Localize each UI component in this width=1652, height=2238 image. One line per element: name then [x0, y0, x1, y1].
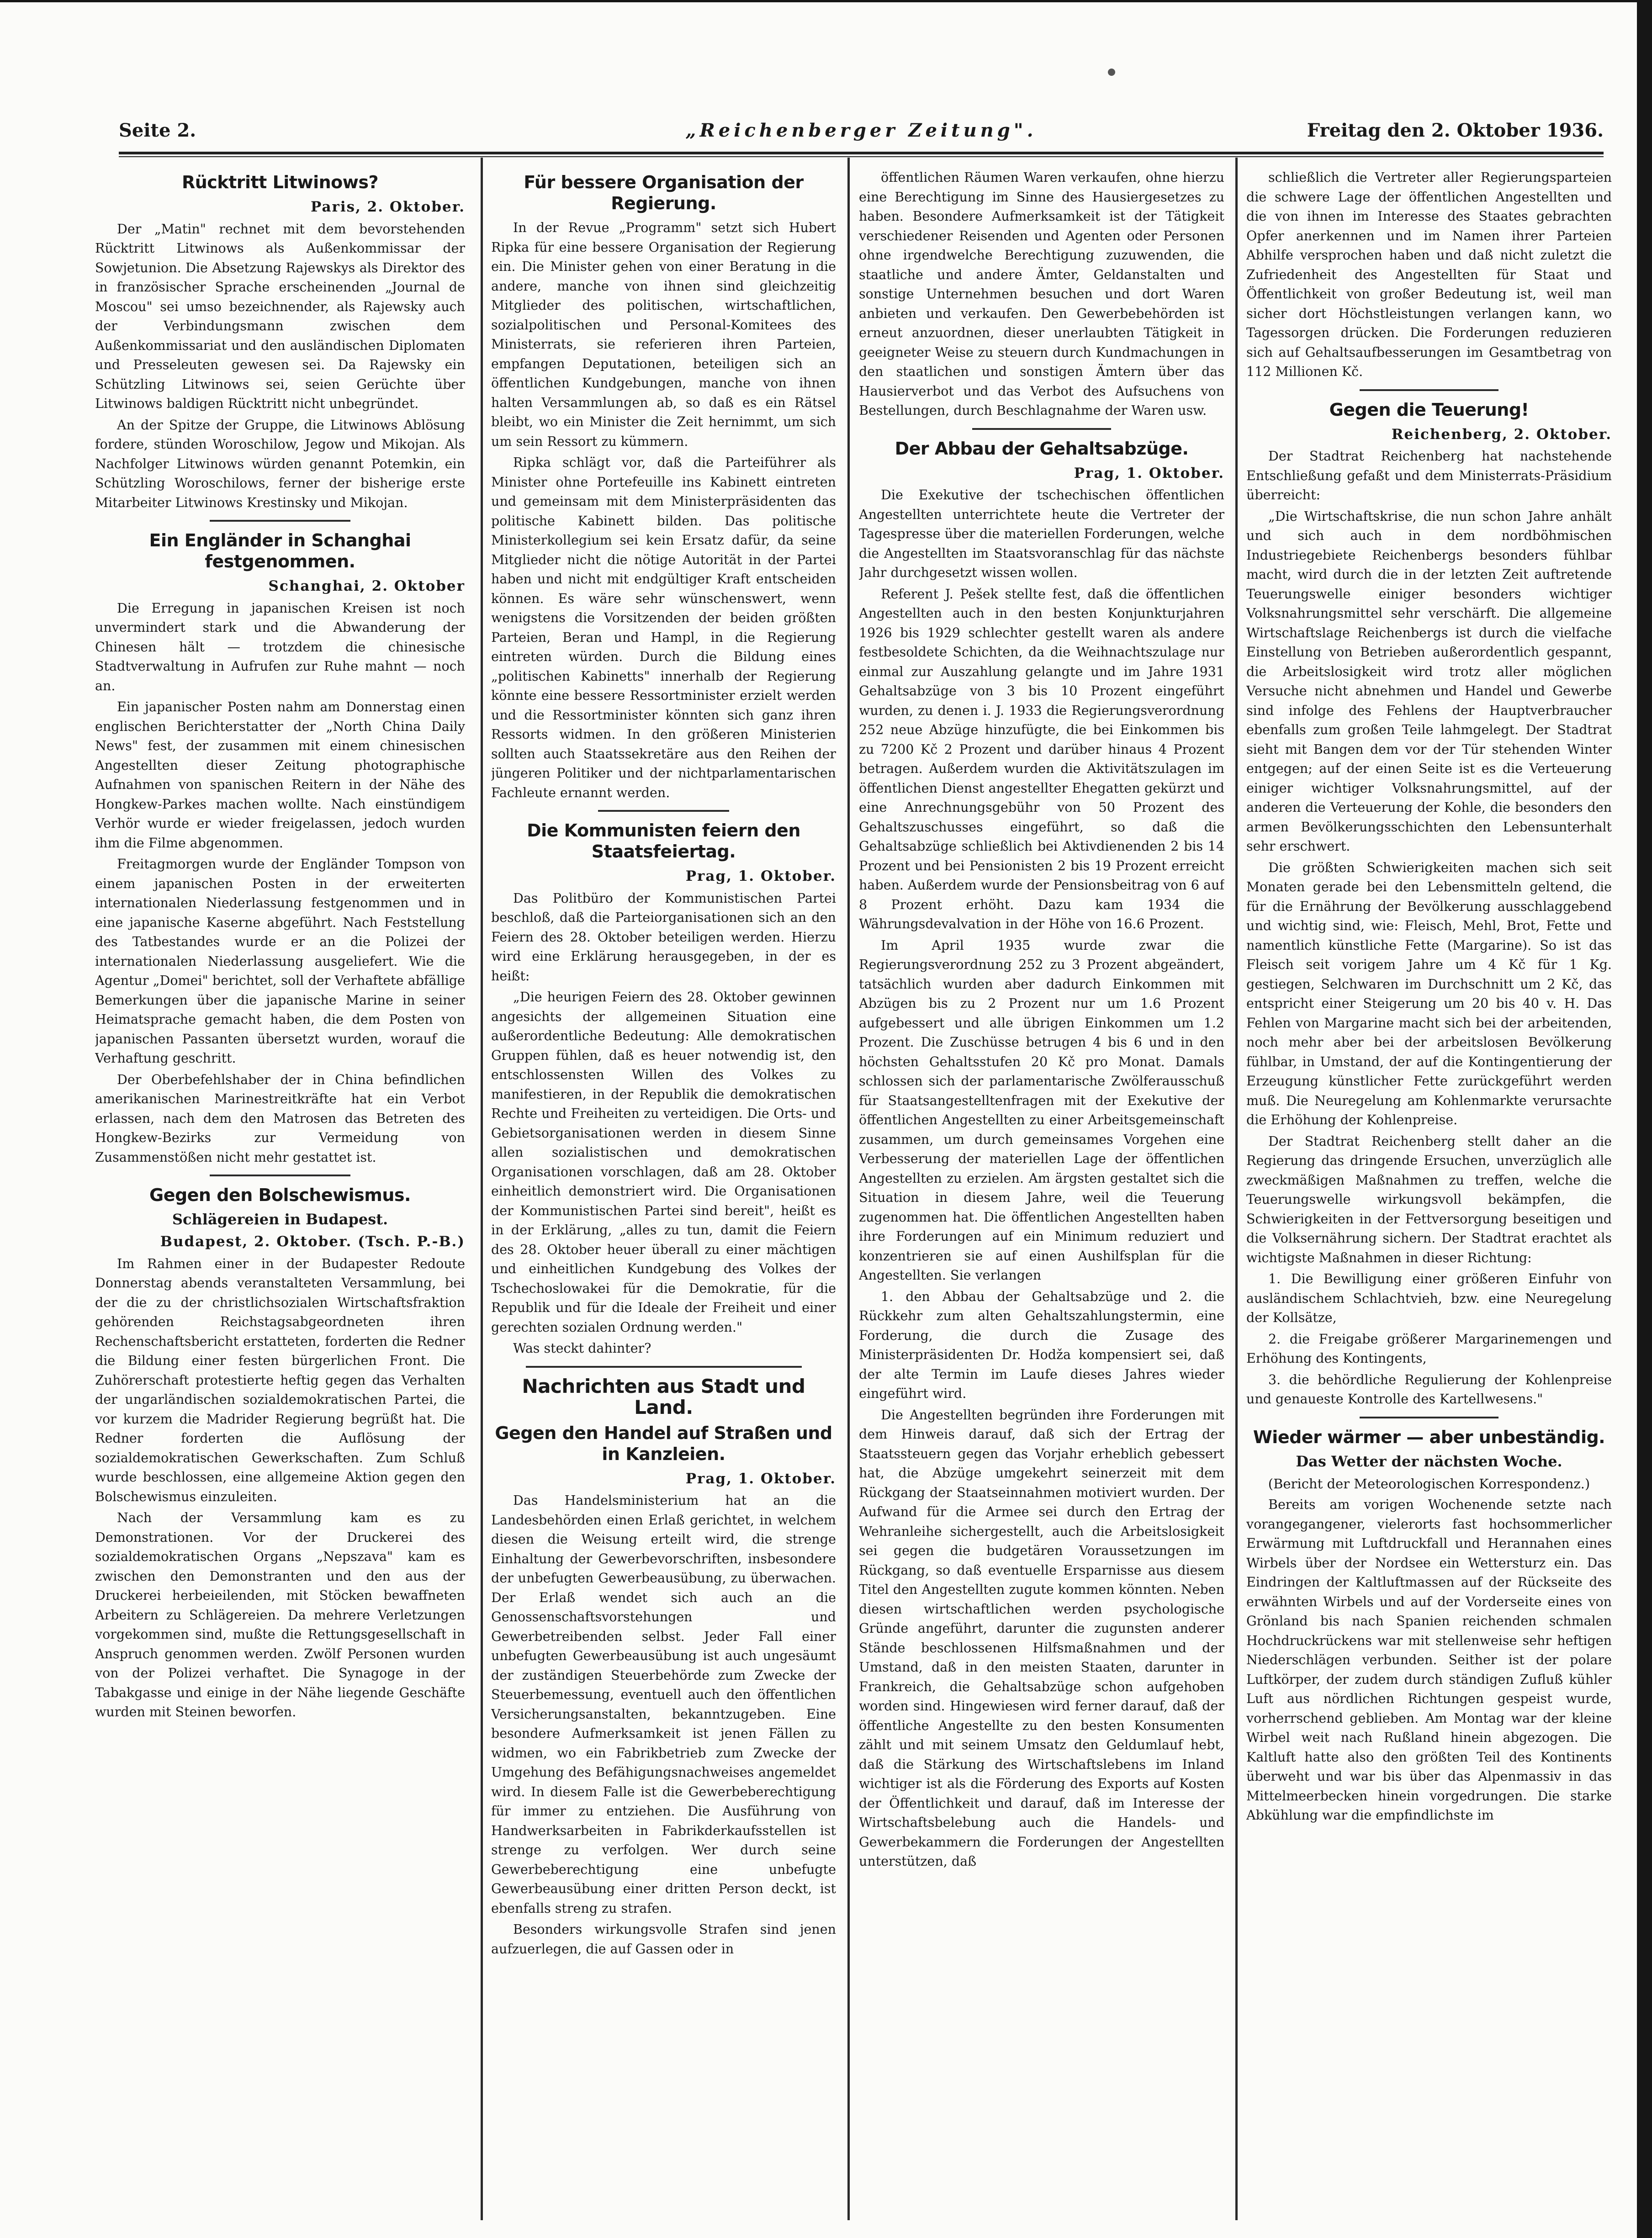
- headline-organisation: Für bessere Organisation der Regierung.: [524, 172, 804, 213]
- column-rule: [1235, 158, 1238, 2220]
- issue-date: Freitag den 2. Oktober 1936.: [1307, 120, 1604, 141]
- header-rule-thin: [119, 156, 1604, 157]
- paragraph: schließlich die Vertreter aller Regierungsparteien die schwere Lage der öffentlichen Angestellten und die von ihnen im Interesse des Staates gebrachten Opfer anerkennen und im Namen ihrer Parteien Abhilfe versprochen haben und daß nicht zuletzt die Zufriedenheit des Angestellten für Staat und Öffentlichkeit von großer Bedeutung ist, weil man sicher dort Höchstleistungen verlangen kann, wo Tagessorgen drücken. Die Forderungen reduzieren sich auf Gehaltsaufbesserungen im Gesamtbetrag von 112 Millionen Kč.: [1246, 170, 1612, 379]
- paragraph: Die größten Schwierigkeiten machen sich seit Monaten gerade bei den Lebensmitteln geltend, die für die Ernährung der Bevölkerung ausschlaggebend und wichtig sind, wie: Fleisch, Mehl, Brot, Fette und namentlich künstliche Fette (Margarine). So ist das Fleisch seit vorigem Jahre um 4 Kč für 1 Kg. gestiegen, Selchwaren im Durchschnitt um 2 Kč, das entspricht einer Steigerung um 20 bis 40 v. H. Das Fehlen von Margarine macht sich bei der arbeitenden, noch mehr aber bei der arbeitslosen Bevölkerung fühlbar, in Umstand, der auf die Kontingentierung der Erzeugung künstlicher Fette zurückgeführt werden muß. Die Neuregelung am Kohlenmarkte verursachte die Erhöhung der Kohlenpreise.: [1246, 860, 1612, 1127]
- paragraph: Nach der Versammlung kam es zu Demonstrationen. Vor der Druckerei des sozialdemokratischen Organs „Nepszava" kam es zwischen den Demonstranten und den aus der Druckerei herbeieilenden, mit Stöcken bewaffneten Arbeitern zu Schlägereien. Da mehrere Verletzungen vorgekommen sind, mußte die Rettungsgesellschaft in Anspruch genommen werden. Zwölf Personen wurden von der Polizei verhaftet. Die Synagoge in der Tabakgasse und einige in der Nähe liegende Geschäfte wurden mit Steinen beworfen.: [95, 1510, 465, 1720]
- page-edge-right: [1637, 0, 1652, 2238]
- column-rule: [481, 158, 483, 2220]
- list-item: 3. die behördliche Regulierung der Kohlenpreise und genaueste Kontrolle des Kartellwesens.": [1246, 1372, 1612, 1407]
- column-1: [95, 168, 465, 2215]
- paragraph: Bereits am vorigen Wochenende setzte nach vorangegangener, vielerorts fast hochsommerlicher Erwärmung mit Luftdruckfall und Herannahen eines Wirbels über der Nordsee ein Wettersturz ein. Das Eindringen der Kaltluftmassen auf der Rückseite des erwähnten Wirbels und auf der Vorderseite eines von Grönland bis nach Spanien reichenden schmalen Hochdruckrückens war mit stellenweise sehr heftigen Niederschlägen verbunden. Seither ist der polare Luftkörper, der zudem durch ständigen Zufluß kühler Luft aus nördlichen Richtungen gespeist wurde, vorherrschend geblieben. Am Montag war der kleine Wirbel weit nach Rußland hinein abgezogen. Die Kaltluft hatte also den größten Teil des Kontinents überweht und war bis über das Alpenmassiv in das Mittelmeerbecken hinein vorgedrungen. Die starke Abkühlung war die empfindlichste im: [1246, 1497, 1612, 1823]
- paragraph: „Die heurigen Feiern des 28. Oktober gewinnen angesichts der allgemeinen Situation eine außerordentliche Bedeutung: Alle demokratischen Gruppen fühlen, daß es heuer notwendig ist, den entschlossensten Willen des Volkes zu manifestieren, in der Republik die demokratischen Rechte und Freiheiten zu verteidigen. Die Orts- und Gebietsorganisationen werden in diesem Sinne allen sozialistischen und demokratischen Organisationen vorschlagen, daß am 28. Oktober einheitlich demonstriert wird. Die Organisationen der Kommunistischen Partei sind bereit", heißt es in der Erklärung, „alles zu tun, damit die Feiern des 28. Oktober heuer überall zu einer mächtigen und einheitlichen Kundgebung des Volkes der Tschechoslowakei für die Demokratie, für die Republik und für die Ideale der Freiheit und einer gerechten sozialen Ordnung werden.": [491, 989, 836, 1335]
- column-3: [859, 168, 1224, 2215]
- page-number: Seite 2.: [119, 120, 196, 141]
- paragraph: Die Angestellten begründen ihre Forderungen mit dem Hinweis darauf, daß sich der Ertrag der Staatssteuern gegen das Vorjahr erheblich gebessert hat, die Abzüge umgekehrt seinerzeit mit dem Rückgang der Staatseinnahmen motiviert wurden. Der Aufwand für die Armee sei durch den Ertrag der Wehranleihe sichergestellt, auch die Arbeitslosigkeit sei gegen die budgetären Voraussetzungen im Rückgang, so daß eventuelle Ersparnisse aus diesem Titel den Angestellten zugute kommen könnten. Neben diesen wirtschaftlichen werden psychologische Gründe angeführt, darunter die zugunsten anderer Stände beschlossenen Hilfsmaßnahmen und der Umstand, daß in den meisten Staaten, darunter in Frankreich, die Gehaltsabzüge schon aufgehoben worden sind. Hingewiesen wird ferner darauf, daß der öffentliche Angestellte zu den besten Konsumenten zählt und mit seinem Umsatz den Geldumlauf hebt, daß die Stärkung des Wirtschaftslebens im Inland wichtiger ist als die Förderung des Exports auf Kosten der Öffentlichkeit und darauf, daß im Interesse der Wirtschaftsbelebung auch die Handels- und Gewerbekammern die Forderungen der Angestellten unterstützen, daß: [859, 1407, 1224, 1869]
- paragraph: öffentlichen Räumen Waren verkaufen, ohne hierzu eine Berechtigung im Sinne des Hausiergesetzes zu haben. Besondere Aufmerksamkeit ist der Tätigkeit verschiedener Reisenden und Agenten oder Personen ohne irgendwelche Berechtigung zuzuwenden, die staatliche und andere Ämter, Geldanstalten und sonstige Unternehmen besuchen und dort Waren anbieten und verkaufen. Den Gewerbebehörden ist erneut anzuordnen, dieser unerlaubten Tätigkeit in geeigneter Weise zu steuern durch Kundmachungen in den staatlichen und sonstigen Ämtern über das Hausierverbot und das Verbot des Aufsuchens von Bestellungen, durch Beschlagnahme der Waren usw.: [859, 170, 1224, 418]
- paragraph: Freitagmorgen wurde der Engländer Tompson von einem japanischen Posten in der erweiterten internationalen Niederlassung festgenommen und in eine japanische Kaserne abgeführt. Nach Feststellung des Tatbestandes wurde er an die Polizei der internationalen Niederlassung ausgeliefert. Wie die Agentur „Domei" berichtet, soll der Verhaftete abfällige Bemerkungen über die japanische Marine in seiner Heimatsprache gemacht haben, die dem Posten von japanischen Passanten übersetzt wurden, worauf die Verhaftung geschritt.: [95, 857, 465, 1066]
- dateline: Paris, 2. Oktober.: [310, 199, 465, 215]
- dateline: Prag, 1. Oktober.: [685, 868, 836, 884]
- paragraph: Die Exekutive der tschechischen öffentlichen Angestellten unterrichtete heute die Vertreter der Tagespresse über die materiellen Forderungen, welche die Angestellten im Staatsvoranschlag für das nächste Jahr durchgesetzt wissen wollen.: [859, 487, 1224, 580]
- dateline: Prag, 1. Oktober.: [1074, 465, 1224, 481]
- section-heading: Nachrichten aus Stadt und Land.: [522, 1375, 805, 1418]
- list-item: 1. Die Bewilligung einer größeren Einfuhr von ausländischem Schlachtvieh, bzw. eine Neuregelung der Kollsätze,: [1246, 1271, 1612, 1325]
- headline-kommunisten: Die Kommunisten feiern den Staatsfeiertag.: [527, 820, 800, 862]
- header-rule: [119, 152, 1604, 154]
- paragraph: Der „Matin" rechnet mit dem bevorstehenden Rücktritt Litwinows als Außenkommissar der Sowjetunion. Die Absetzung Rajewskys als Direktor des in französischer Sprache erscheinenden „Journal de Moscou" sei umso bezeichnender, als Rajewsky auch der Verbindungsmann zwischen dem Außenkommissariat und den ausländischen Diplomaten und Presseleuten gewesen sei. Da Rajewsky ein Schützling Litwinows sei, seien Gerüchte über Litwinows baldigen Rücktritt nicht unbegründet.: [95, 221, 465, 411]
- paragraph: In der Revue „Programm" setzt sich Hubert Ripka für eine bessere Organisation der Regierung ein. Die Minister gehen von einer Beratung in die andere, manche von ihnen sind gleichzeitig Mitglieder des politischen, wirtschaftlichen, sozialpolitischen und Personal-Komitees des Ministerrats, sie referieren ihren Parteien, empfangen Deputationen, beteiligen sich an öffentlichen Kundgebungen, manche von ihnen halten Versammlungen ab, so daß es ein Rätsel bleibt, wo ein Minister die Zeit hernimmt, um sich um sein Ressort zu kümmern.: [491, 220, 836, 449]
- dateline: Reichenberg, 2. Oktober.: [1391, 426, 1612, 443]
- paragraph: „Die Wirtschaftskrise, die nun schon Jahre anhält und sich auch in dem nordböhmischen Industriegebiete Reichenbergs besonders fühlbar macht, wird durch die in der letzten Zeit auftretende Teuerungswelle einiger besonders wichtiger Volksnahrungsmittel sehr verschärft. Die allgemeine Wirtschaftslage Reichenbergs ist durch die vielfache Einstellung von Betrieben außerordentlich gespannt, die Arbeitslosigkeit wird trotz aller möglichen Versuche nicht abnehmen und Handel und Gewerbe sind infolge des Fehlens der Hauptverbraucher ebenfalls zum großen Teile lahmgelegt. Der Stadtrat sieht mit Bangen dem vor der Tür stehenden Winter entgegen; auf der einen Seite ist es die Verteuerung einiger wichtiger Volksnahrungsmittel, auf der anderen die Verteuerung der Kohle, die besonders den armen Bevölkerungsschichten den Lebensunterhalt sehr erschwert.: [1246, 508, 1612, 854]
- article-separator: [598, 810, 729, 812]
- source-note: (Bericht der Meteorologischen Korrespondenz.): [1268, 1476, 1590, 1492]
- article-separator: [210, 520, 350, 522]
- article-separator: [972, 428, 1111, 430]
- paragraph: Der Stadtrat Reichenberg stellt daher an die Regierung das dringende Ersuchen, unverzüglich alle zweckmäßigen Maßnahmen zu treffen, welche die Teuerungswelle wirkungsvoll bekämpfen, die Schwierigkeiten in der Fettversorgung beseitigen und die Volksernährung sichern. Der Stadtrat erachtet als wichtigste Maßnahmen in dieser Richtung:: [1246, 1133, 1612, 1265]
- paragraph: Was steckt dahinter?: [513, 1341, 651, 1356]
- paragraph: Das Handelsministerium hat an die Landesbehörden einen Erlaß gerichtet, in welchem diesen die Weisung erteilt wird, die strenge Einhaltung der Gewerbevorschriften, insbesondere der unbefugten Gewerbeausübung, zu überwachen. Der Erlaß wendet sich auch an die Genossenschaftsvorstehungen und Gewerbetreibenden selbst. Jeder Fall einer unbefugten Gewerbeausübung ist auch ungesäumt der zuständigen Steuerbehörde zum Zwecke der Steuerbemessung, eventuell auch den öffentlichen Versicherungsanstalten, bekanntzugeben. Eine besondere Aufmerksamkeit ist jenen Fällen zu widmen, wo ein Fabrikbetrieb zum Zwecke der Umgehung des Befähigungsnachweises angemeldet wird. In diesem Falle ist die Gewerbeberechtigung für immer zu entziehen. Die Ausführung von Handwerksarbeiten in Fabrikderkaufsstellen ist strenge zu verfolgen. Wer durch seine Gewerbeberechtigung eine unbefugte Gewerbeausübung einer dritten Person deckt, ist ebenfalls streng zu strafen.: [491, 1493, 836, 1916]
- newspaper-title: „Reichenberger Zeitung".: [685, 120, 1037, 141]
- column-rule: [847, 158, 850, 2220]
- article-separator: [1360, 389, 1498, 391]
- headline-litwinow: Rücktritt Litwinows?: [181, 172, 379, 192]
- headline-teuerung: Gegen die Teuerung!: [1329, 399, 1529, 420]
- dateline: Schanghai, 2. Oktober: [268, 578, 465, 594]
- dateline: Prag, 1. Oktober.: [685, 1470, 836, 1487]
- headline-handel: Gegen den Handel auf Straßen und in Kanzleien.: [495, 1423, 832, 1464]
- page-header: [119, 120, 1604, 152]
- paragraph: Der Stadtrat Reichenberg hat nachstehende Entschließung gefaßt und dem Ministerrats-Präsidium überreicht:: [1246, 449, 1612, 503]
- dateline: Budapest, 2. Oktober. (Tsch. P.-B.): [160, 1233, 465, 1250]
- article-separator: [1360, 1417, 1498, 1418]
- column-4: [1246, 168, 1612, 2215]
- subheadline: Das Wetter der nächsten Woche.: [1296, 1452, 1562, 1470]
- paragraph: Im April 1935 wurde zwar die Regierungsverordnung 252 zu 3 Prozent abgeändert, tatsächlich wurden aber dadurch Einkommen mit Abzügen bis zu 2 Prozent nur um 1.6 Prozent aufgebessert und alle übrigen Einkommen um 1.2 Prozent. Die Zuschüsse betrugen 4 bis 6 und in den höchsten Gehaltsstufen 20 Kč pro Monat. Damals schlossen sich der parlamentarische Zwölferausschuß für Staatsangestelltenfragen mit der Exekutive der öffentlichen Angestellten zu einer Arbeitsgemeinschaft zusammen, um durch gemeinsames Vorgehen eine Verbesserung der materiellen Lage der öffentlichen Angestellten zu erzielen. Am ärgsten gestaltet sich die Situation in diesem Jahre, weil die Teuerung zugenommen hat. Die öffentlichen Angestellten haben ihre Forderungen auf ein Minimum reduziert und konzentrieren sie auf einen Aushilfsplan für die Angestellten. Sie verlangen: [859, 937, 1224, 1283]
- paragraph: Der Oberbefehlshaber der in China befindlichen amerikanischen Marinestreitkräfte hat ein Verbot erlassen, nach dem den Matrosen das Betreten des Hongkew-Bezirks zur Vermeidung von Zusammenstößen nicht mehr gestattet ist.: [95, 1072, 465, 1165]
- paragraph: An der Spitze der Gruppe, die Litwinows Ablösung fordere, stünden Woroschilow, Jegow und Mikojan. Als Nachfolger Litwinows würden genannt Potemkin, ein Schützling Woroschilows, ferner der bisherige erste Mitarbeiter Litwinows Krestinsky und Mikojan.: [95, 417, 465, 510]
- paragraph: Besonders wirkungsvolle Strafen sind jenen aufzuerlegen, die auf Gassen oder in: [491, 1922, 836, 1957]
- paragraph: Ein japanischer Posten nahm am Donnerstag einen englischen Berichterstatter der „North China Daily News" fest, der zusammen mit einem chinesischen Angestellten dieser Zeitung photographische Aufnahmen von spanischen Reitern in der Nähe des Hongkew-Parkes machen wollte. Nach einstündigem Verhör wurde er wieder freigelassen, jedoch wurden ihm die Filme abgenommen.: [95, 699, 465, 851]
- paragraph: Referent J. Pešek stellte fest, daß die öffentlichen Angestellten auch in den besten Konjunkturjahren 1926 bis 1929 schlechter gestellt waren als andere festbesoldete Schichten, da die Weihnachtszulage nur einmal zur Auszahlung gelangte und im Jahre 1931 Gehaltsabzüge von 3 bis 10 Prozent eingeführt wurden, zu denen i. J. 1933 die Regierungsverordnung 252 neue Abzüge hinzufügte, die bei Einkommen bis zu 7200 Kč 2 Prozent und darüber hinaus 4 Prozent betragen. Außerdem wurden die Aktivitätszulagen im öffentlichen Dienst angestellter Ehegatten gekürzt und eine Anrechnungsgebühr von 50 Prozent des Gehaltszuschusses eingeführt, so daß die Gehaltsabzüge schließlich bei Aktivdienenden 2 bis 14 Prozent und bei Pensionisten 2 bis 19 Prozent erreicht haben. Außerdem wurde der Pensionsbeitrag von 6 auf 8 Prozent erhöht. Dazu kam 1934 die Währungsdevalvation in der Höhe von 16.6 Prozent.: [859, 586, 1224, 931]
- paragraph: Die Erregung in japanischen Kreisen ist noch unvermindert stark und die Abwanderung der Chinesen hält — trotzdem die chinesische Stadtverwaltung in Aufrufen zur Ruhe mahnt — noch an.: [95, 600, 465, 693]
- column-2: [491, 168, 836, 2215]
- headline-gehaltsabzuege: Der Abbau der Gehaltsabzüge.: [895, 438, 1189, 459]
- headline-schanghai: Ein Engländer in Schanghai festgenommen.: [149, 530, 411, 571]
- list-item: 2. die Freigabe größerer Margarinemengen und Erhöhung des Kontingents,: [1246, 1331, 1612, 1366]
- article-separator: [210, 1175, 350, 1176]
- paragraph: Ripka schlägt vor, daß die Parteiführer als Minister ohne Portefeuille ins Kabinett eintreten und gemeinsam mit dem Ministerpräsidenten das politische Kabinett bilden. Das politische Ministerkollegium sei kein Ersatz dafür, da seine Mitglieder nicht die nötige Autorität in der Partei haben und nicht mit endgültiger Kraft entscheiden können. Es wäre sehr wünschenswert, wenn wenigstens die Vorsitzenden der beiden größten Parteien, Beran und Hampl, in die Regierung eintreten würden. Durch die Bildung eines „politischen Kabinetts" innerhalb der Regierung könnte eine bessere Ressortminister erzielt werden und die Ressortminister könnten sich ganz ihren Ressorts widmen. In den größeren Ministerien sollten auch Staatssekretäre aus den Reihen der jüngeren Politiker und der nichtparlamentarischen Fachleute ernannt werden.: [491, 455, 836, 800]
- ink-spot: [1108, 69, 1115, 76]
- paragraph: Das Politbüro der Kommunistischen Partei beschloß, daß die Parteiorganisationen sich an den Feiern des 28. Oktober beteiligen werden. Hierzu wird eine Erklärung herausgegeben, in der es heißt:: [491, 890, 836, 984]
- paragraph: Im Rahmen einer in der Budapester Redoute Donnerstag abends veranstalteten Versammlung, bei der die zu der christlichsozialen Wirtschaftsfraktion gehörenden Reichstagsabgeordneten ihren Rechenschaftsbericht erstatteten, forderten die Redner die Bildung einer festen bürgerlichen Front. Die Zuhörerschaft protestierte heftig gegen das Verhalten der ungarländischen sozialdemokratischen Partei, die vor kurzem die Madrider Regierung begrüßt hat. Die Redner forderten die Auflösung der sozialdemokratischen Gewerkschaften. Zum Schluß wurde beschlossen, eine allgemeine Aktion gegen den Bolschewismus einzuleiten.: [95, 1256, 465, 1504]
- headline-bolschewismus: Gegen den Bolschewismus.: [149, 1185, 411, 1205]
- headline-wetter: Wieder wärmer — aber unbeständig.: [1253, 1427, 1605, 1447]
- section-separator: [526, 1366, 802, 1368]
- page-edge-top: [0, 0, 1652, 2]
- paragraph: 1. den Abbau der Gehaltsabzüge und 2. die Rückkehr zum alten Gehaltszahlungstermin, eine Forderung, die durch die Zusage des Ministerpräsidenten Dr. Hodža kompensiert sei, daß der alte Termin im Laufe dieses Jahres wieder eingeführt wird.: [859, 1289, 1224, 1401]
- subheadline: Schlägereien in Budapest.: [172, 1211, 388, 1228]
